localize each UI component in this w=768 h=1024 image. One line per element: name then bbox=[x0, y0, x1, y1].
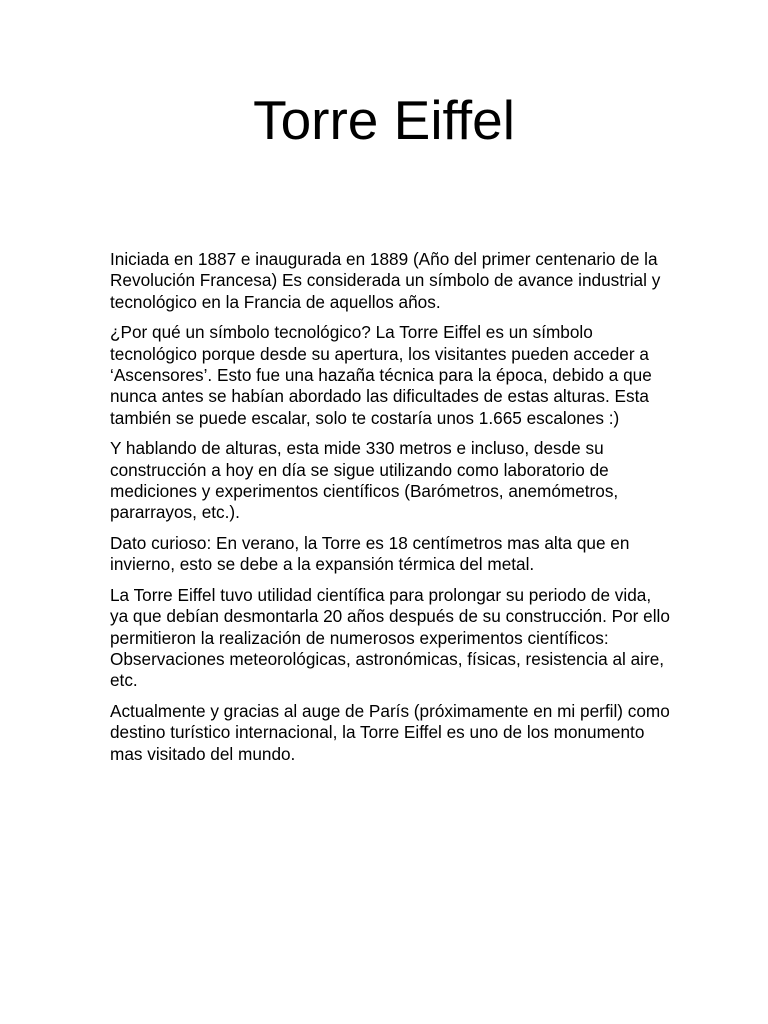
paragraph-intro: Iniciada en 1887 e inaugurada en 1889 (Año del primer centenario de la Revolución Francesa) Es considerada un símbolo de avance industrial y tecnológico en la Francia de aquellos años. bbox=[110, 249, 661, 312]
paragraph-technology: ¿Por qué un símbolo tecnológico? La Torre Eiffel es un símbolo tecnológico porque desde su apertura, los visitantes pueden acceder a ‘Ascensores’. Esto fue una hazaña técnica para la época, debido a que nunca antes se habían abordado las dificultades de estas alturas. Esta también se puede escalar, solo te costaría unos 1.665 escalones :) bbox=[110, 322, 652, 428]
paragraph-science: La Torre Eiffel tuvo utilidad científica para prolongar su periodo de vida, ya que debían desmontarla 20 años después de su construcción. Por ello permitieron la realización de numerosos experimentos científicos: Observaciones meteorológicas, astronómicas, físicas, resistencia al aire, etc. bbox=[110, 584, 670, 691]
paragraph-height: Y hablando de alturas, esta mide 330 metros e incluso, desde su construcción a hoy en día se sigue utilizando como laboratorio de mediciones y experimentos científicos (Barómetros, anemómetros, pararrayos, etc.). bbox=[110, 438, 619, 523]
document-body bbox=[110, 249, 670, 774]
document-title: Torre Eiffel bbox=[253, 89, 515, 151]
paragraph-fun-fact: Dato curioso: En verano, la Torre es 18 centímetros mas alta que en invierno, esto se debe a la expansión térmica del metal. bbox=[110, 532, 630, 575]
paragraph-tourism: Actualmente y gracias al auge de París (próximamente en mi perfil) como destino turístico internacional, la Torre Eiffel es uno de los monumento mas visitado del mundo. bbox=[110, 700, 670, 764]
